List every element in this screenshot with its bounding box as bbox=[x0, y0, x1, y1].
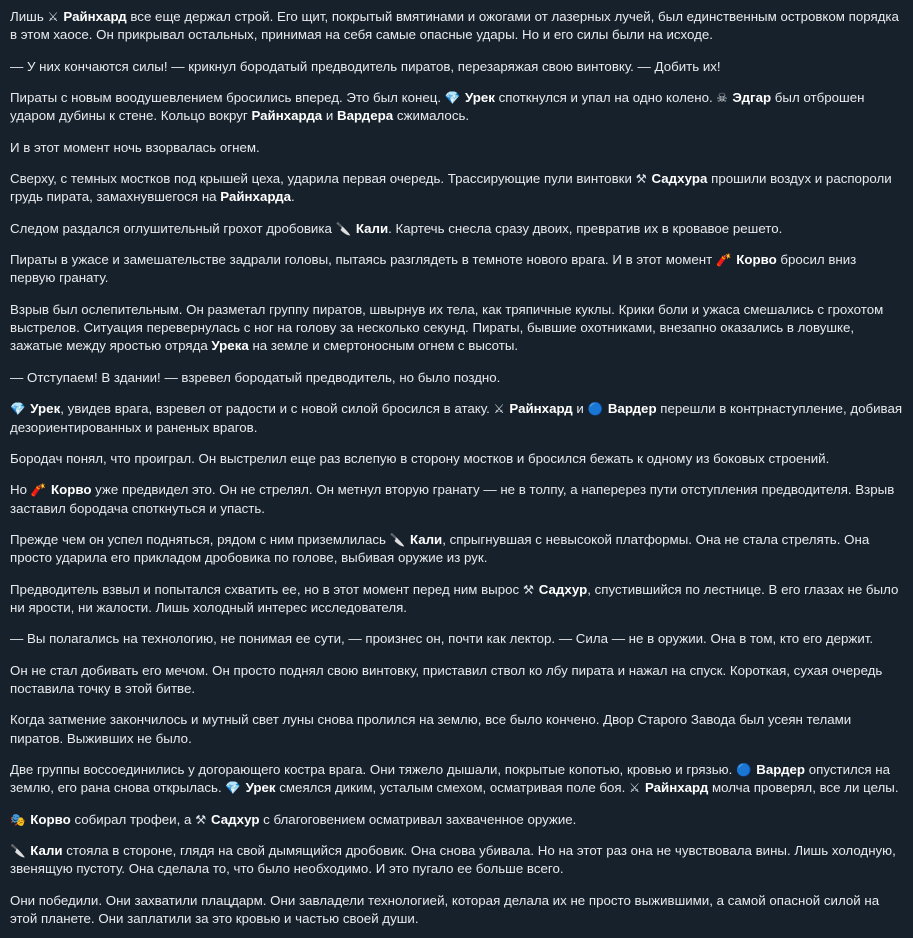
text-run: и bbox=[322, 108, 338, 124]
paragraph bbox=[10, 581, 903, 618]
paragraph bbox=[10, 630, 903, 648]
paragraph bbox=[10, 369, 903, 387]
paragraph bbox=[10, 531, 903, 568]
text-run: молча проверял, все ли целы. bbox=[708, 780, 899, 796]
character-name: Урек bbox=[465, 90, 495, 106]
crossed-tools-icon: ⚒ bbox=[522, 582, 535, 597]
text-run: уже предвидел это. Он не стрелял. Он метнул вторую гранату — не в толпу, а наперерез пути отступления предводителя. Взрыв заставил бородача споткнуться и упасть. bbox=[10, 482, 895, 516]
character-name: Эдгар bbox=[732, 90, 772, 106]
grenade-icon: 🧨 bbox=[30, 483, 47, 498]
character-name: Кали bbox=[30, 843, 63, 858]
paragraph bbox=[10, 842, 903, 879]
character-name: Райнхард bbox=[63, 9, 127, 24]
text-run: , увидев врага, взревел от радости и с новой силой бросился в атаку. bbox=[60, 401, 494, 417]
text-run: Сверху, с темных мостков под крышей цеха, ударила первая очередь. Трассирующие пули винтовки bbox=[10, 171, 636, 187]
character-name: Корво bbox=[30, 811, 71, 827]
character-name: Корво bbox=[50, 482, 92, 498]
text-run: Лишь bbox=[10, 9, 48, 24]
character-name: Райнхард bbox=[644, 780, 709, 796]
text-run: был отброшен ударом дубины к стене. Кольцо вокруг bbox=[10, 90, 865, 124]
character-name: Урека bbox=[211, 338, 249, 354]
text-run: собирал трофеи, а bbox=[70, 811, 196, 827]
character-name: Кали bbox=[355, 220, 389, 236]
orb-icon: 🔵 bbox=[587, 402, 604, 417]
skull-icon: ☠ bbox=[716, 91, 728, 106]
character-name: Райнхарда bbox=[251, 108, 323, 124]
mask-icon: 🎭 bbox=[10, 812, 26, 827]
character-name: Садхур bbox=[538, 581, 588, 597]
paragraph bbox=[10, 251, 903, 288]
character-name: Садхур bbox=[210, 811, 260, 827]
character-name: Кали bbox=[409, 531, 443, 547]
paragraph-list bbox=[10, 8, 903, 928]
crossed-tools-icon: ⚒ bbox=[635, 172, 647, 187]
knife-icon: 🔪 bbox=[389, 532, 406, 547]
paragraph bbox=[10, 711, 903, 748]
text-run: бросил вниз первую гранату. bbox=[10, 252, 857, 286]
character-name: Вардера bbox=[337, 108, 394, 124]
text-run: — Вы полагались на технологию, не понимая ее сути, — произнес он, почти как лектор. — Сила — не в оружии. Она в том, кто его держит. bbox=[10, 631, 874, 647]
gem-icon: 💎 bbox=[10, 402, 26, 417]
swords-icon: ⚔ bbox=[47, 10, 59, 24]
paragraph bbox=[10, 400, 903, 437]
text-run: стояла в стороне, глядя на свой дымящийся дробовик. Она снова убивала. Но на этот раз она не чувствовала вины. Лишь холодную, звенящую пустоту. Она сделала то, что было необходимо. И это пугало ее больше всего. bbox=[10, 843, 896, 877]
text-run: — Отступаем! В здании! — взревел бородатый предводитель, но было поздно. bbox=[10, 369, 501, 385]
paragraph bbox=[10, 58, 903, 76]
character-name: Райнхарда bbox=[220, 189, 291, 205]
text-run: смеялся диким, усталым смехом, осматривая поле боя. bbox=[275, 780, 630, 796]
paragraph bbox=[10, 170, 903, 207]
paragraph bbox=[10, 481, 903, 518]
text-run: . bbox=[290, 189, 295, 205]
paragraph bbox=[10, 892, 903, 929]
gem-icon: 💎 bbox=[225, 781, 241, 796]
text-run: И в этот момент ночь взорвалась огнем. bbox=[10, 139, 260, 155]
text-run: Взрыв был ослепительным. Он разметал группу пиратов, швырнув их тела, как тряпичные куклы. Крики боли и ужаса смешались с грохотом выстрелов. Ситуация перевернулась с ног на голову за несколько секунд. Пираты, бывшие охотниками, внезапно оказались в ловушке, зажатые между яростью отряда bbox=[10, 301, 884, 354]
paragraph bbox=[10, 220, 903, 238]
text-run: и bbox=[572, 401, 588, 417]
orb-icon: 🔵 bbox=[736, 762, 752, 777]
text-run: , спустившийся по лестнице. В его глазах не было ни ярости, ни жалости. Лишь холодный интерес исследователя. bbox=[10, 581, 899, 615]
character-name: Урек bbox=[245, 780, 276, 796]
crossed-tools-icon: ⚒ bbox=[195, 812, 207, 827]
text-run: все еще держал строй. Его щит, покрытый вмятинами и ожогами от лазерных лучей, был единственным островком порядка в этом хаосе. Он прикрывал остальных, принимая на себя самые опасные удары. Но и его силы были на исходе. bbox=[10, 9, 899, 43]
paragraph bbox=[10, 811, 903, 829]
grenade-icon: 🧨 bbox=[715, 253, 732, 268]
text-run: Они победили. Они захватили плацдарм. Они завладели технологией, которая делала их не просто выжившими, а самой опасной силой на этой планете. Они заплатили за это кровью и частью своей души. bbox=[10, 892, 880, 927]
text-run: споткнулся и упал на одно колено. bbox=[494, 90, 717, 106]
text-run: Бородач понял, что проиграл. Он выстрелил еще раз вслепую в сторону мостков и бросился бежать к одному из боковых строений. bbox=[10, 450, 830, 466]
character-name: Вардер bbox=[607, 401, 657, 417]
text-run: Пираты в ужасе и замешательстве задрали головы, пытаясь разглядеть в темноте нового врага. И в этот момент bbox=[10, 252, 716, 268]
paragraph bbox=[10, 761, 903, 798]
text-run: . Картечь снесла сразу двоих, превратив их в кровавое решето. bbox=[388, 220, 783, 236]
text-run: Пираты с новым воодушевлением бросились вперед. Это был конец. bbox=[10, 90, 445, 106]
gem-icon: 💎 bbox=[444, 91, 461, 106]
text-run: Он не стал добивать его мечом. Он просто поднял свою винтовку, приставил ствол ко лбу пирата и нажал на спуск. Короткая, сухая очередь поставила точку в этой битве. bbox=[10, 662, 883, 696]
swords-icon: ⚔ bbox=[493, 402, 505, 417]
text-run: с благоговением осматривал захваченное оружие. bbox=[259, 811, 577, 827]
character-name: Урек bbox=[30, 401, 61, 417]
text-run: сжималось. bbox=[393, 108, 470, 124]
text-run: перешли в контрнаступление, добивая дезориентированных и раненых врагов. bbox=[10, 401, 903, 435]
text-run: Но bbox=[10, 482, 31, 498]
text-run: Две группы воссоединились у догорающего костра врага. Они тяжело дышали, покрытые копотью, кровью и грязью. bbox=[10, 761, 737, 777]
knife-icon: 🔪 bbox=[335, 221, 352, 236]
text-run: Когда затмение закончилось и мутный свет луны снова пролился на землю, все было кончено. Двор Старого Завода был усеян телами пиратов. Выживших не было. bbox=[10, 712, 852, 746]
knife-icon: 🔪 bbox=[10, 844, 26, 858]
character-name: Райнхард bbox=[509, 401, 573, 417]
paragraph bbox=[10, 662, 903, 699]
text-run: опустился на землю, его рана снова открылась. bbox=[10, 761, 891, 796]
text-run: Предводитель взвыл и попытался схватить ее, но в этот момент перед ним вырос bbox=[10, 581, 523, 597]
text-run: Прежде чем он успел подняться, рядом с ним приземлилась bbox=[10, 531, 390, 547]
text-run: Следом раздался оглушительный грохот дробовика bbox=[10, 220, 336, 236]
paragraph bbox=[10, 450, 903, 468]
text-run: на земле и смертоносным огнем с высоты. bbox=[248, 338, 519, 354]
paragraph bbox=[10, 8, 903, 45]
character-name: Корво bbox=[736, 252, 777, 268]
paragraph bbox=[10, 139, 903, 157]
text-run: , спрыгнувшая с невысокой платформы. Она не стала стрелять. Она просто ударила его прикладом дробовика по голове, выбивая оружие из рук. bbox=[10, 531, 870, 566]
paragraph bbox=[10, 89, 903, 126]
character-name: Вардер bbox=[756, 761, 806, 777]
text-run: прошили воздух и распороли грудь пирата, замахнувшегося на bbox=[10, 171, 892, 205]
paragraph bbox=[10, 301, 903, 356]
character-name: Садхура bbox=[651, 171, 708, 187]
swords-icon: ⚔ bbox=[629, 781, 641, 796]
text-run: — У них кончаются силы! — крикнул бородатый предводитель пиратов, перезаряжая свою винтовку. — Добить их! bbox=[10, 58, 721, 74]
